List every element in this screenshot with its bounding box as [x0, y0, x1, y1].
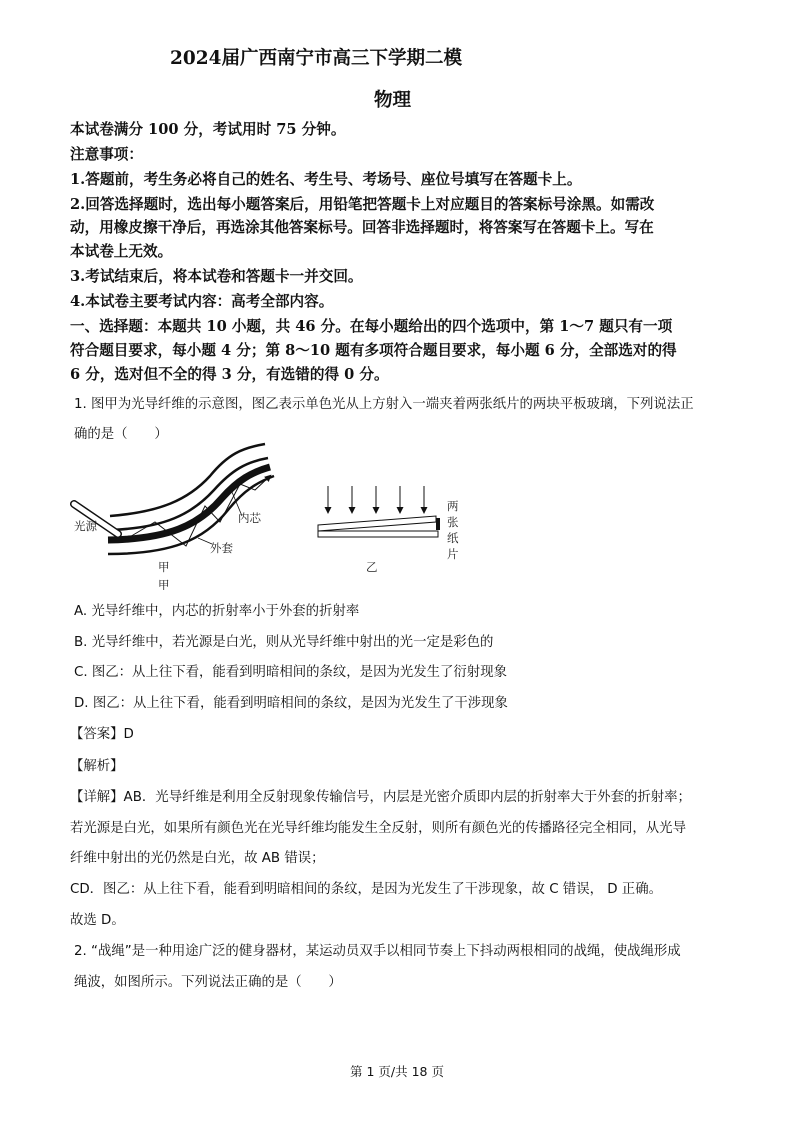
label-paper-char-4: 片: [447, 547, 459, 561]
subject-title: 物理: [374, 90, 412, 111]
label-light-source: 光源: [74, 519, 97, 533]
q1-detail-line2: 若光源是白光，如果所有颜色光在光导纤维均能发生全反射，则所有颜色光的传播路径完全相同，从光导: [70, 821, 686, 836]
q1-detail-line4: CD．图乙：从上往下看，能看到明暗相间的条纹，是因为光发生了干涉现象，故 C 错误， D 正确。: [70, 882, 662, 897]
instruction-item-2-line1: 2.回答选择题时，选出每小题答案后，用铅笔把答题卡上对应题目的答案标号涂黑。如需改: [70, 196, 655, 213]
q1-option-a: A. 光导纤维中，内芯的折射率小于外套的折射率: [74, 604, 360, 619]
optical-fiber-diagram: [74, 444, 274, 554]
instruction-heading: 注意事项：: [70, 146, 143, 163]
instruction-item-2-line3: 本试卷上无效。: [70, 243, 173, 260]
label-paper-char-1: 两: [447, 499, 459, 513]
page-number: 第 1 页/共 18 页: [350, 1064, 444, 1079]
section-1-line1: 一、选择题：本题共 10 小题，共 46 分。在每小题给出的四个选项中，第 1～7 题只有一项: [70, 318, 673, 335]
instruction-score-time: 本试卷满分 100 分，考试用时 75 分钟。: [70, 121, 346, 138]
q1-option-c: C. 图乙：从上往下看，能看到明暗相间的条纹，是因为光发生了衍射现象: [74, 665, 507, 680]
label-paper-char-3: 纸: [447, 531, 459, 545]
q2-stem-line2: 绳波，如图所示。下列说法正确的是（ ）: [74, 975, 342, 990]
glass-plates-diagram: [318, 486, 440, 537]
q1-option-b: B. 光导纤维中，若光源是白光，则从光导纤维中射出的光一定是彩色的: [74, 635, 494, 650]
label-cladding: 外套: [210, 541, 233, 555]
q1-stem-line2: 确的是（ ）: [74, 427, 168, 442]
section-1-line2: 符合题目要求，每小题 4 分；第 8～10 题有多项符合题目要求，每小题 6 分，全部选对的得: [70, 342, 677, 359]
section-1-line3: 6 分，选对但不全的得 3 分，有选错的得 0 分。: [70, 366, 389, 383]
q1-figure: [70, 440, 480, 590]
label-jia-bottom: 甲: [158, 578, 170, 590]
exam-title: 2024届广西南宁市高三下学期二模: [170, 48, 462, 69]
q1-analysis-heading: 【解析】: [70, 759, 124, 774]
q1-option-d: D. 图乙：从上往下看，能看到明暗相间的条纹，是因为光发生了干涉现象: [74, 696, 508, 711]
instruction-item-1: 1.答题前，考生务必将自己的姓名、考生号、考场号、座位号填写在答题卡上。: [70, 171, 582, 188]
instruction-item-2-line2: 动，用橡皮擦干净后，再选涂其他答案标号。回答非选择题时，将答案写在答题卡上。写在: [70, 219, 654, 236]
label-paper-char-2: 张: [447, 515, 459, 529]
q2-stem-line1: 2. “战绳”是一种用途广泛的健身器材，某运动员双手以相同节奏上下抖动两根相同的战绳，使战绳形成: [74, 944, 681, 959]
label-jia-top: 甲: [158, 560, 170, 574]
q1-detail-line3: 纤维中射出的光仍然是白光，故 AB 错误；: [70, 851, 325, 866]
q1-detail-line1: 【详解】AB．光导纤维是利用全反射现象传输信号，内层是光密介质即内层的折射率大于外套的折射率；: [70, 790, 691, 805]
label-yi: 乙: [366, 560, 378, 574]
label-core: 内芯: [238, 511, 261, 525]
instruction-item-3: 3.考试结束后，将本试卷和答题卡一并交回。: [70, 268, 363, 285]
q1-stem-line1: 1. 图甲为光导纤维的示意图，图乙表示单色光从上方射入一端夹着两张纸片的两块平板玻璃，下列说法正: [74, 397, 694, 412]
instruction-item-4: 4.本试卷主要考试内容：高考全部内容。: [70, 293, 334, 310]
q1-conclusion: 故选 D。: [70, 913, 125, 928]
q1-answer: 【答案】D: [70, 727, 134, 742]
